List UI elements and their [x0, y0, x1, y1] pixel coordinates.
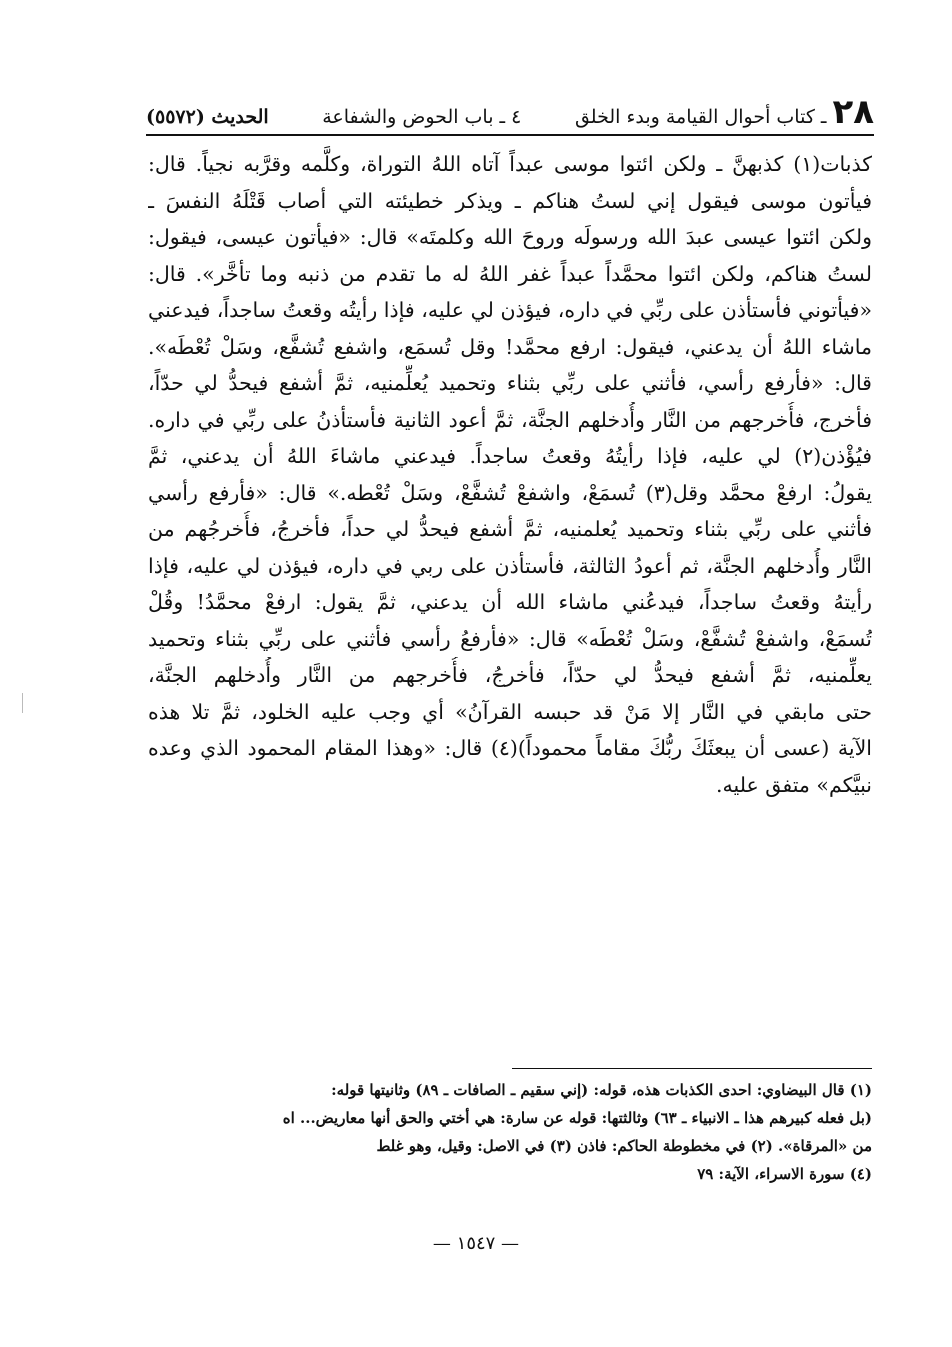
body-line: رأيتهُ وقعتُ ساجداً، فيدعُني ماشاء الله أن يدعني، ثمَّ يقول: ارفعْ محمَّدُ! وقُلْ: [148, 590, 872, 614]
header-divider: [146, 134, 874, 136]
footnote-line: (٤) سورة الاسراء، الآية: ٧٩: [697, 1165, 872, 1183]
body-line: حتى مابقي في النَّار إلا مَنْ قد حبسه القرآنُ» أي وجب عليه الخلود، ثمَّ تلا هذه: [148, 699, 872, 724]
margin-mark: [22, 693, 23, 713]
hadith-body-text: [148, 146, 872, 803]
page-number: — ١٥٤٧ —: [432, 1233, 520, 1254]
body-line: فأثني على ربِّي بثناء وتحميد يُعلمنيه، ثمَّ أشفع فيحدُّ لي حداً، فأخرجُ، فأُخرجُهم من: [148, 517, 872, 541]
footnote-divider: [512, 1068, 872, 1069]
body-line: كذبات(١) كذبهنَّ ـ ولكن ائتوا موسى عبداً آتاه اللهُ التوراة، وكلَّمه وقرَّبه نجياً. قال:: [148, 152, 872, 176]
body-line: فيأتون موسى فيقول إني لستُ هناكم ـ ويذكر خطيئته التي أصاب قَتْلَهُ النفسَ ـ: [148, 188, 872, 213]
book-title: ـ كتاب أحوال القيامة وبدء الخلق: [574, 106, 827, 128]
body-line: فيُؤْذن(٢) لي عليه، فإذا رأيتُهُ وقعتُ ساجداً. فيدعني ماشاءَ اللهُ أن يدعني، ثمَّ: [148, 444, 872, 468]
body-line: تُسمَعْ، واشفعْ تُشفَّعْ، وسَلْ تُعْطَه» قال: «فأرفعُ رأسي فأثني على ربِّي بثناء وتحميد: [148, 626, 872, 651]
body-line: ماشاء اللهُ أن يدعني، فيقول: ارفع محمَّد! وقل تُسمَع، واشفع تُشفَّع، وسَلْ تُعْطَه».: [148, 334, 872, 359]
footnote-line: (بل فعله كبيرهم هذا ـ الانبياء ـ ٦٣) وثالثتها: قوله عن سارة: هي أختي والحق أنها معاريض... اه: [282, 1109, 872, 1127]
body-line: يقولُ: ارفعْ محمَّد وقل(٣) تُسمَعْ، واشفعْ تُشفَّعْ، وسَلْ تُعْطه.» قال: «فأرفع رأسي: [148, 480, 872, 505]
chapter-number: ٢٨: [832, 92, 874, 132]
header-right-group: [575, 94, 874, 130]
hadith-reference: الحديث (٥٥٧٢): [146, 106, 269, 128]
footnotes: [150, 1076, 872, 1188]
footnote-line: (١) قال البيضاوي: احدى الكذبات هذه، قوله: (إني سقيم ـ الصافات ـ ٨٩) وثانيتها قوله:: [331, 1081, 872, 1099]
body-line: الآية (عسى أن يبعثَكَ ربُّكَ مقاماً محموداً)(٤) قال: «وهذا المقام المحمود الذي وعده: [148, 736, 872, 760]
body-line: قال: «فأرفع رأسي، فأثني على ربِّي بثناء وتحميد يُعلِّمنيه، ثمَّ أشفع فيحدُّ لي حدّاً،: [148, 371, 872, 395]
page-header: [146, 86, 874, 130]
body-line: لستُ هناكم، ولكن ائتوا محمَّداً عبداً غفر اللهُ له ما تقدم من ذنبه وما تأخَّر». قال:: [148, 261, 872, 286]
footnote-line: من «المرقاة». (٢) في مخطوطة الحاكم: فاذن (٣) في الاصل: وقيل، وهو غلط: [376, 1137, 872, 1155]
body-line: ولكن ائتوا عيسى عبدَ الله ورسولَه وروحَ الله وكلمتَه» قال: «فيأتون عيسى، فيقول:: [148, 225, 872, 249]
body-line: «فيأتوني فأستأذن على ربِّي في داره، فيؤذن لي عليه، فإذا رأيتُه وقعتُ ساجداً، فيدعني: [148, 298, 872, 322]
body-line: يعلِّمنيه، ثمَّ أشفع فيحدُّ لي حدّاً، فأخرجُ، فأُخرجهم من النَّار وأُدخلهم الجنَّة،: [148, 663, 872, 687]
bab-title: ٤ ـ باب الحوض والشفاعة: [322, 106, 522, 128]
body-line: النَّار وأُدخلهم الجنَّة، ثم أعودُ الثالثة، فأستأذن على ربي في داره، فيؤذن لي عليه، فإذا: [148, 553, 872, 578]
body-line: نبيَّكم» متفق عليه.: [716, 772, 872, 797]
body-line: فأخرج، فأُخرجهم من النَّار وأُدخلهم الجنَّة، ثمَّ أعود الثانية فأستأذنُ على ربِّي في داره.: [148, 407, 872, 432]
